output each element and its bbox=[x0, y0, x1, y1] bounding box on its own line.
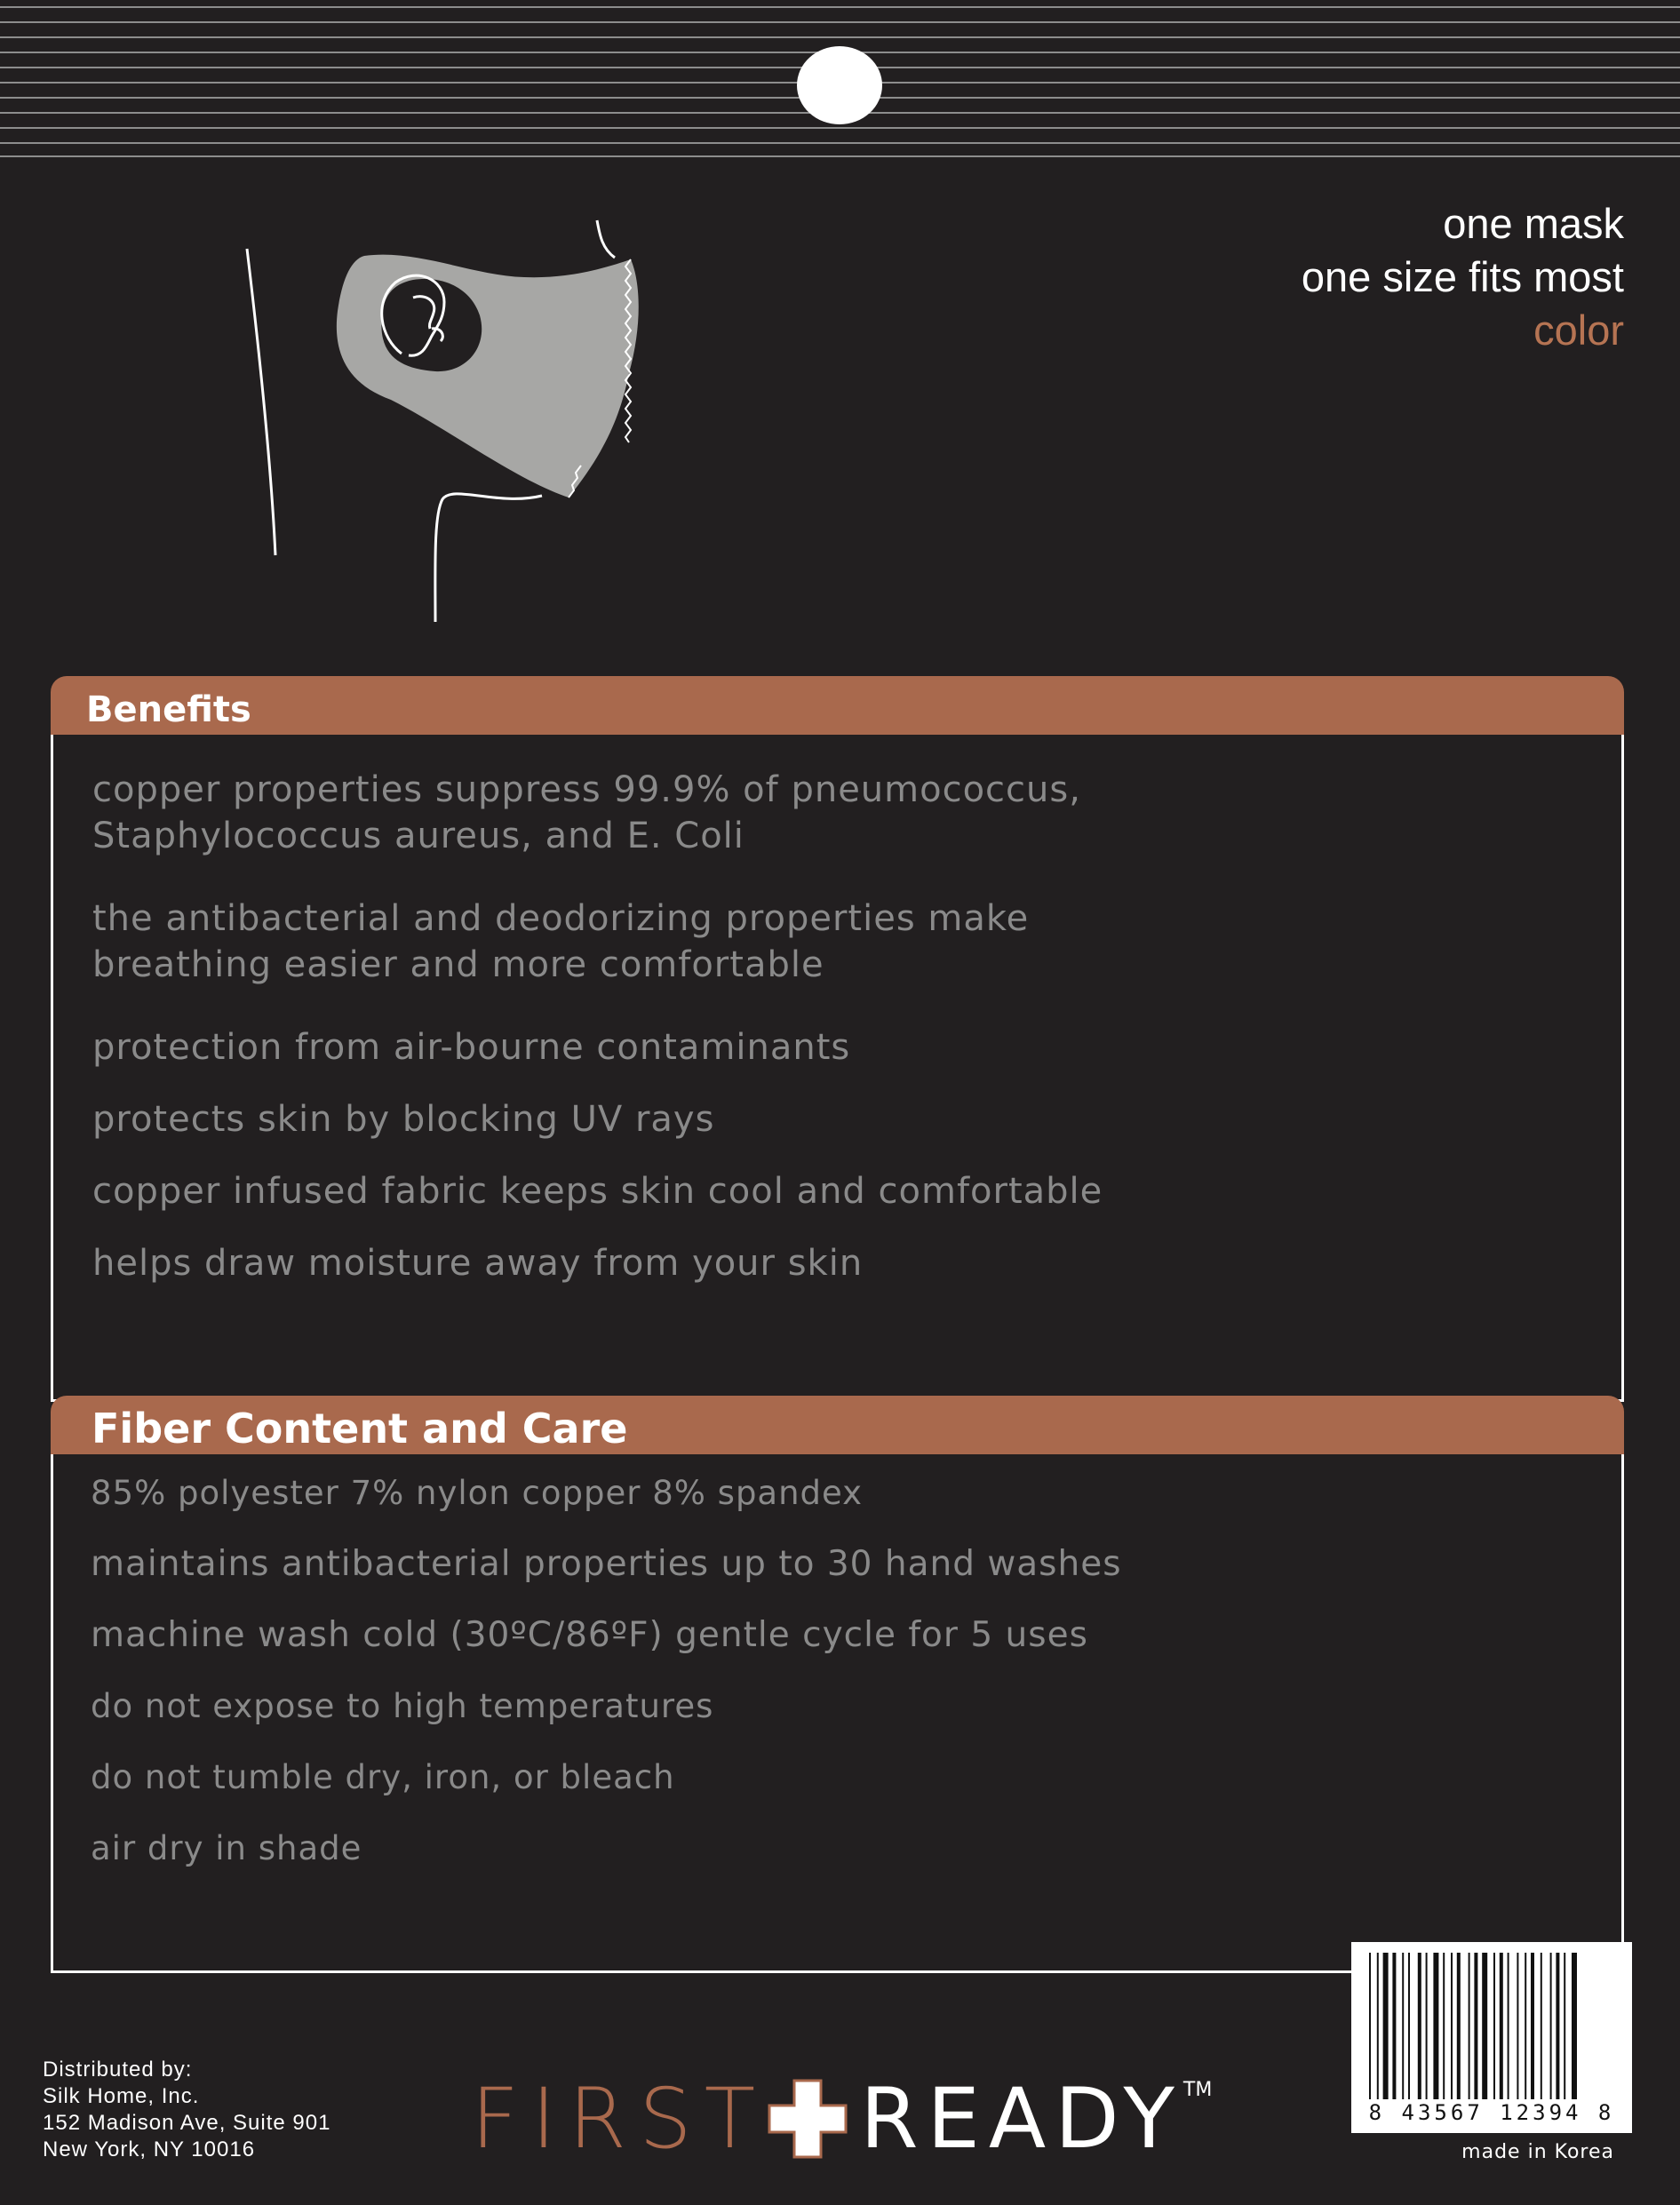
distributor-line: Distributed by: bbox=[43, 2058, 193, 2082]
barcode-bar bbox=[1408, 1953, 1410, 2099]
care-item: do not tumble dry, iron, or bleach bbox=[91, 1758, 675, 1796]
plus-cross-icon bbox=[768, 2079, 848, 2159]
benefit-item: helps draw moisture away from your skin bbox=[92, 1243, 864, 1284]
barcode-right-digit: 8 bbox=[1597, 2100, 1615, 2125]
size-info bbox=[1302, 197, 1624, 357]
care-item: 85% polyester 7% nylon copper 8% spandex bbox=[91, 1474, 864, 1512]
care-panel bbox=[51, 1396, 1624, 1973]
barcode-bar bbox=[1550, 1953, 1552, 2099]
benefit-line: breathing easier and more comfortable bbox=[92, 944, 824, 985]
barcode-group-2: 12394 bbox=[1500, 2100, 1582, 2125]
barcode-bar bbox=[1517, 1953, 1518, 2099]
benefit-item: protects skin by blocking UV rays bbox=[92, 1099, 715, 1140]
mask-on-face-illustration bbox=[231, 213, 675, 631]
benefit-item bbox=[92, 767, 1621, 859]
barcode-bar bbox=[1525, 1953, 1526, 2099]
benefit-line: the antibacterial and deodorizing properties make bbox=[92, 898, 1030, 939]
barcode-bar bbox=[1474, 1953, 1477, 2099]
benefit-line: copper properties suppress 99.9% of pneumococcus, bbox=[92, 769, 1081, 810]
distributor-address bbox=[43, 2057, 330, 2163]
barcode-bar bbox=[1564, 1953, 1565, 2099]
benefit-line: Staphylococcus aureus, and E. Coli bbox=[92, 816, 744, 856]
distributor-line: Silk Home, Inc. bbox=[43, 2084, 200, 2108]
barcode-bar bbox=[1426, 1953, 1428, 2099]
benefit-item: copper infused fabric keeps skin cool and comfortable bbox=[92, 1171, 1103, 1212]
barcode-bar bbox=[1482, 1953, 1487, 2099]
size-label: one size fits most bbox=[1301, 253, 1624, 300]
care-title: Fiber Content and Care bbox=[92, 1405, 628, 1453]
barcode-group-1: 43567 bbox=[1401, 2100, 1484, 2125]
barcode-bar bbox=[1493, 1953, 1495, 2099]
barcode bbox=[1351, 1942, 1632, 2133]
barcode-bar bbox=[1572, 1953, 1577, 2099]
brand-logo bbox=[471, 2070, 1212, 2168]
country-of-origin: made in Korea bbox=[1461, 2141, 1614, 2163]
barcode-bar bbox=[1377, 1953, 1379, 2099]
barcode-bar bbox=[1451, 1953, 1453, 2099]
benefits-header bbox=[51, 676, 1624, 735]
barcode-bar bbox=[1392, 1953, 1396, 2099]
barcode-bar bbox=[1469, 1953, 1470, 2099]
barcode-bar bbox=[1541, 1953, 1542, 2099]
color-label: color bbox=[1533, 306, 1624, 354]
barcode-number bbox=[1358, 2100, 1625, 2125]
care-item: do not expose to high temperatures bbox=[91, 1687, 714, 1725]
barcode-bar bbox=[1457, 1953, 1461, 2099]
brand-ready: READY bbox=[860, 2070, 1183, 2168]
barcode-bar bbox=[1508, 1953, 1509, 2099]
distributor-line: New York, NY 10016 bbox=[43, 2137, 256, 2161]
benefits-panel bbox=[51, 676, 1624, 1402]
hang-hole bbox=[797, 46, 882, 124]
care-list bbox=[51, 1454, 1624, 1973]
quantity-label: one mask bbox=[1443, 200, 1624, 247]
benefits-title: Benefits bbox=[86, 689, 251, 730]
barcode-bar bbox=[1531, 1953, 1534, 2099]
barcode-bar bbox=[1433, 1953, 1438, 2099]
barcode-bar bbox=[1402, 1953, 1404, 2099]
care-item: machine wash cold (30ºC/86ºF) gentle cycle for 5 uses bbox=[91, 1615, 1088, 1655]
distributor-line: 152 Madison Ave, Suite 901 bbox=[43, 2111, 331, 2135]
barcode-left-digit: 8 bbox=[1368, 2100, 1386, 2125]
barcode-bars bbox=[1369, 1953, 1614, 2099]
barcode-bar bbox=[1556, 1953, 1559, 2099]
benefits-list bbox=[51, 735, 1624, 1402]
benefit-item bbox=[92, 896, 1621, 988]
barcode-bar bbox=[1418, 1953, 1421, 2099]
care-header bbox=[51, 1396, 1624, 1454]
trademark-mark: TM bbox=[1182, 2079, 1213, 2101]
care-item: air dry in shade bbox=[91, 1829, 362, 1867]
barcode-bar bbox=[1500, 1953, 1503, 2099]
barcode-bar bbox=[1369, 1953, 1371, 2099]
benefit-item: protection from air-bourne contaminants bbox=[92, 1027, 851, 1068]
care-item: maintains antibacterial properties up to 30 hand washes bbox=[91, 1544, 1122, 1584]
barcode-bar bbox=[1443, 1953, 1445, 2099]
brand-first: FIRST bbox=[471, 2070, 768, 2168]
barcode-bar bbox=[1383, 1953, 1389, 2099]
